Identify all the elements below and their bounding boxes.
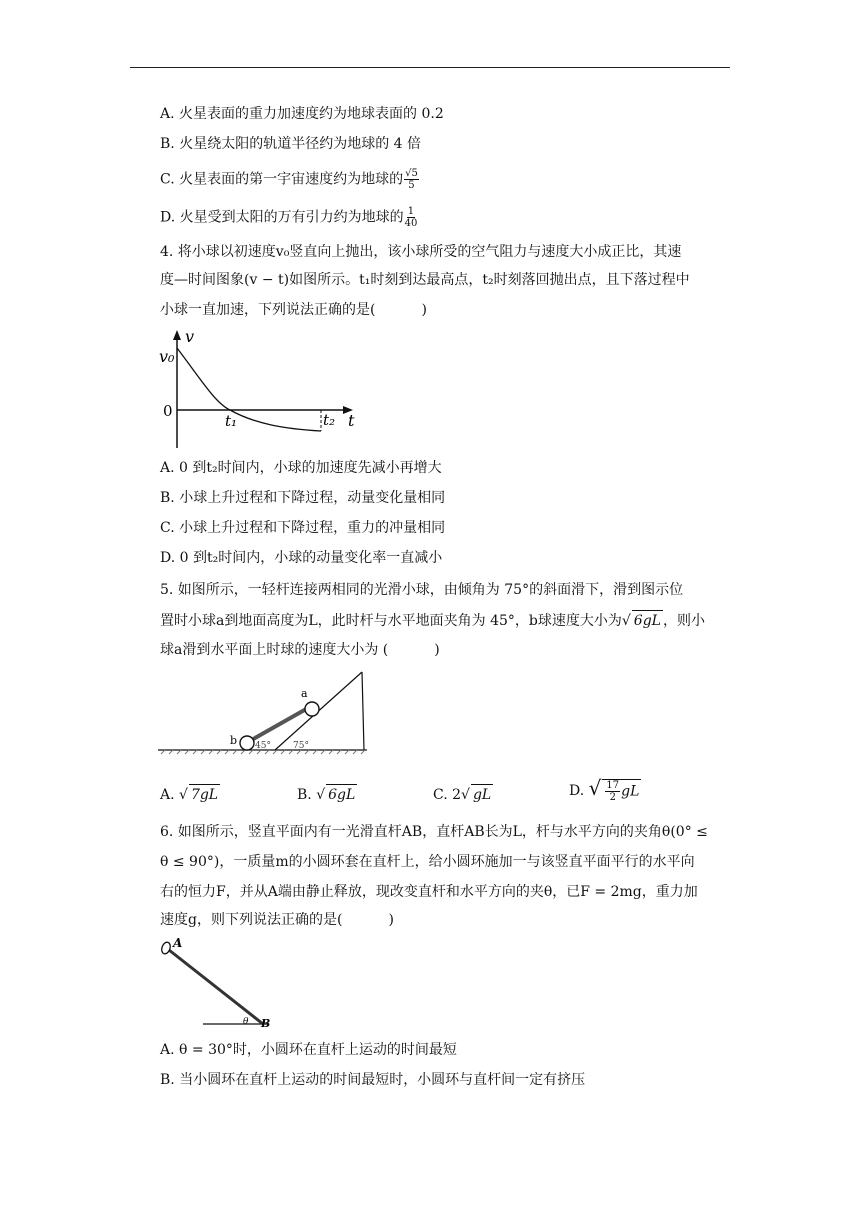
end-b-label: B [261, 1017, 271, 1030]
q5-stem-text: 球a滑到水平面上时球的速度大小为 ( [160, 642, 389, 658]
q5-stem-line-3 [160, 640, 440, 660]
sqrt-sign: √ [461, 787, 470, 803]
q5-option-d-fraction [605, 780, 620, 803]
q4-option-b: B. 小球上升过程和下降过程，动量变化量相同 [160, 490, 446, 506]
v-axis-label: v [185, 328, 195, 346]
q3-option-b: B. 火星绕太阳的轨道半径约为地球的 4 倍 [160, 136, 421, 152]
q6-stem-text: 速度g，则下列说法正确的是( [160, 912, 343, 928]
q3-option-d-fraction [405, 206, 418, 229]
q6-option-b: B. 当小圆环在直杆上运动的时间最短时，小圆环与直杆间一定有挤压 [160, 1072, 586, 1088]
q5-option-b [297, 784, 357, 805]
q5-option-c-sqrt: gL [471, 784, 493, 805]
q4-option-a: A. 0 到t₂时间内，小球的加速度先减小再增大 [160, 460, 442, 476]
incline-back [362, 672, 364, 750]
end-a-label: A [173, 938, 183, 950]
q5-option-d [569, 778, 641, 803]
v0-label: v₀ [159, 347, 175, 366]
q4-stem-line-2: 度—时间图象(v − t)如图所示。t₁时刻到达最高点，t₂时刻落回抛出点，且下落过程中 [160, 272, 690, 288]
q5-stem-text-b: ，则小 [662, 613, 705, 629]
smooth-rod [169, 950, 263, 1024]
light-rod [248, 708, 308, 742]
q4-stem-text: 小球一直加速，下列说法正确的是( [160, 302, 376, 318]
fraction-denominator: 40 [404, 218, 418, 229]
q5-stem-line-1: 5. 如图所示，一轻杆连接两相同的光滑小球，由倾角为 75°的斜面滑下，滑到图示位 [160, 582, 684, 598]
ball-b [240, 736, 254, 750]
q5-option-a-sqrt: 7gL [189, 784, 220, 805]
angle-75-label: 75° [293, 741, 309, 751]
t2-label: t₂ [323, 411, 336, 429]
ball-b-label: b [230, 734, 238, 747]
q3-option-a: A. 火星表面的重力加速度约为地球表面的 0.2 [160, 106, 444, 122]
q5-option-c-label: C. 2 [433, 787, 462, 803]
q5-option-c [433, 784, 493, 805]
q4-stem-line-3 [160, 300, 427, 320]
t1-label: t₁ [225, 412, 238, 430]
sqrt-sign: √ [621, 613, 631, 629]
q3-option-c [160, 168, 420, 191]
v-axis-arrow [173, 330, 181, 340]
vt-curve [177, 348, 321, 431]
ball-a-label: a [301, 687, 308, 700]
q6-option-a: A. θ = 30°时，小圆环在直杆上运动的时间最短 [160, 1042, 457, 1058]
sqrt-sign: √ [316, 787, 326, 803]
q5-stem-line-2 [160, 610, 705, 631]
fraction-denominator: 5 [408, 180, 415, 191]
q5-option-d-tail: gL [621, 783, 640, 799]
q5-option-d-label: D. [569, 783, 585, 799]
small-ring [160, 941, 172, 955]
q5-sqrt-expression: 6gL [632, 610, 663, 631]
q6-stem-line-2: θ ≤ 90°)，一质量m的小圆环套在直杆上，给小圆环施加一与该竖直平面平行的水平向 [160, 854, 695, 870]
q5-option-b-label: B. [297, 787, 312, 803]
header-rule [130, 67, 730, 68]
theta-label: θ [243, 1017, 249, 1027]
q3-option-d [160, 206, 418, 229]
q4-stem-paren: ) [421, 302, 427, 318]
q4-stem-line-1: 4. 将小球以初速度v₀竖直向上抛出，该小球所受的空气阻力与速度大小成正比，其速 [160, 244, 682, 260]
t-axis-label: t [348, 411, 355, 430]
q5-option-b-sqrt: 6gL [326, 784, 357, 805]
q5-option-a-label: A. [160, 787, 175, 803]
fraction-numerator: 1 [407, 206, 415, 217]
sqrt-sign: √ [179, 787, 188, 803]
ball-a [305, 702, 319, 716]
q5-incline-figure [155, 668, 375, 760]
angle-45-label: 45° [255, 741, 271, 751]
q5-option-d-sqrt [602, 779, 641, 803]
q6-stem-line-3: 右的恒力F，并从A端由静止释放，现改变直杆和水平方向的夹θ，已F = 2mg，重力加 [160, 884, 698, 900]
fraction-numerator: √5 [405, 168, 418, 179]
origin-label: 0 [163, 402, 173, 420]
q4-option-c: C. 小球上升过程和下降过程，重力的冲量相同 [160, 520, 446, 536]
q6-stem-line-4 [160, 910, 394, 930]
q3-option-d-text: D. 火星受到太阳的万有引力约为地球的 [160, 209, 404, 226]
fraction-numerator: 17 [606, 779, 620, 791]
q3-option-c-fraction [404, 168, 419, 191]
q5-stem-paren: ) [434, 642, 440, 658]
q6-stem-line-1: 6. 如图所示，竖直平面内有一光滑直杆AB，直杆AB长为L，杆与水平方向的夹角θ(0° ≤ [160, 824, 708, 840]
sqrt-sign: √ [588, 776, 602, 800]
q4-vt-graph-figure [155, 328, 365, 450]
q5-stem-text-a: 置时小球a到地面高度为L，此时杆与水平地面夹角为 45°，b球速度大小为 [160, 613, 622, 629]
q6-rod-figure [155, 938, 280, 1032]
q5-option-a [160, 784, 220, 805]
q6-stem-paren: ) [388, 912, 394, 928]
fraction-denominator: 2 [609, 791, 616, 803]
q3-option-c-text: C. 火星表面的第一宇宙速度约为地球的 [160, 171, 404, 188]
q4-option-d: D. 0 到t₂时间内，小球的动量变化率一直减小 [160, 550, 443, 566]
